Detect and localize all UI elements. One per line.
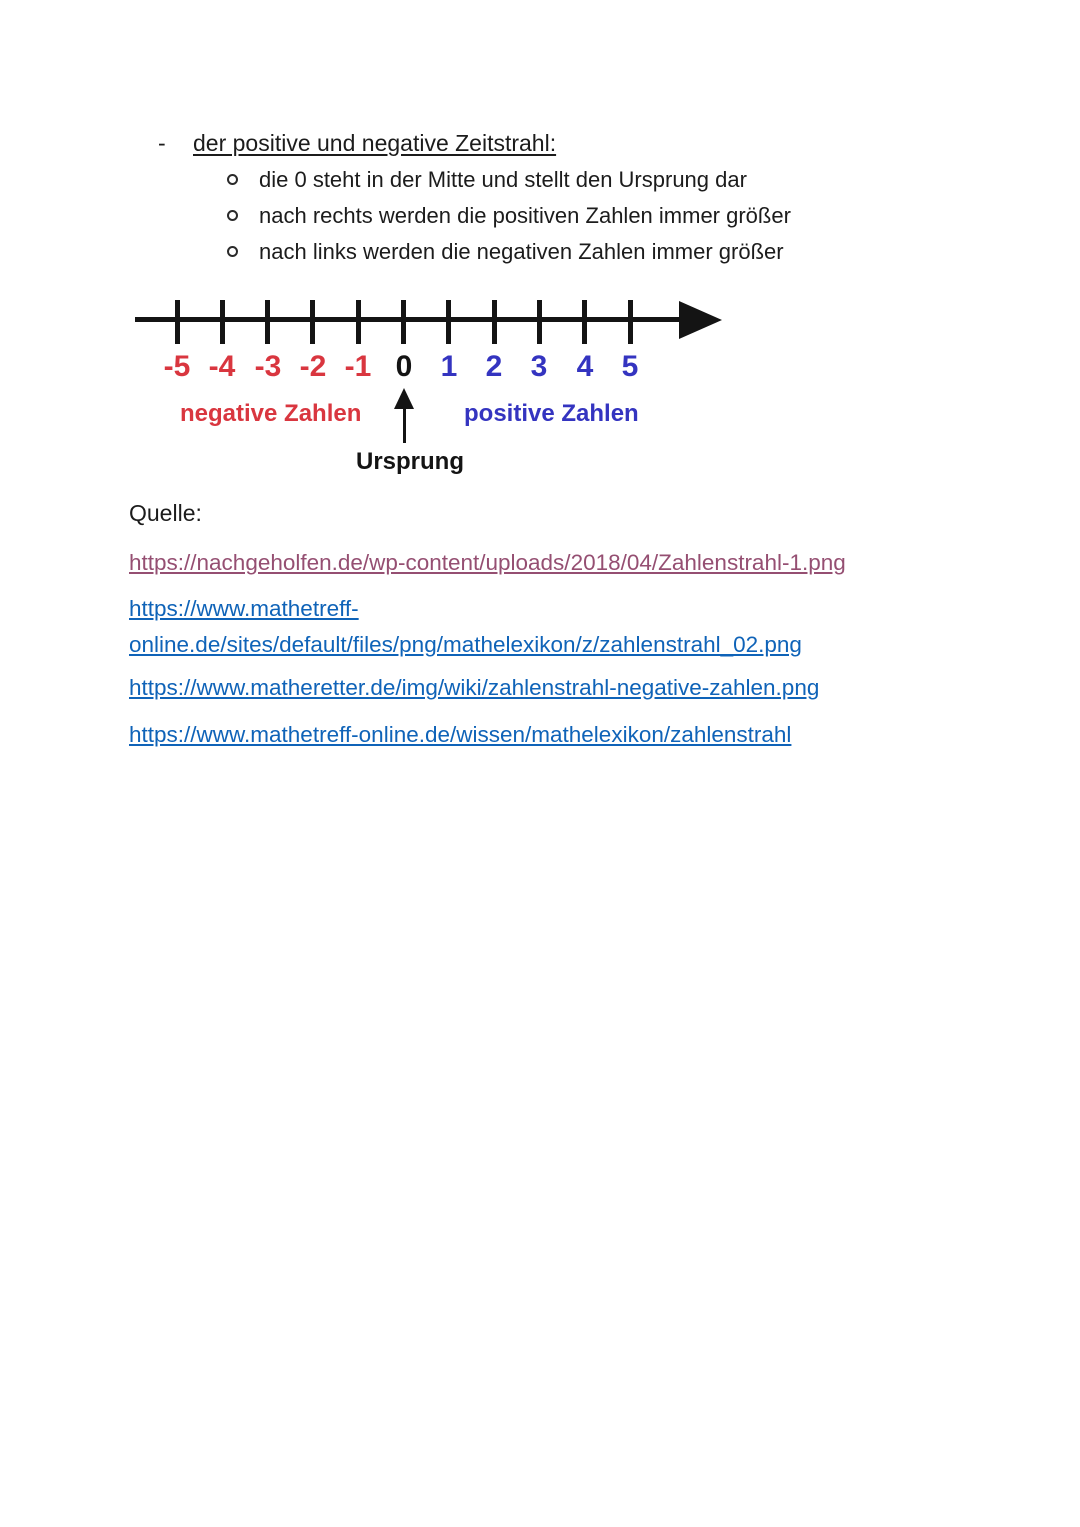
origin-arrow: [403, 406, 406, 443]
tick-mark: [582, 300, 587, 344]
tick-mark: [492, 300, 497, 344]
dash-bullet: -: [158, 130, 166, 156]
tick-label: 0: [395, 350, 413, 383]
tick-label: 3: [530, 350, 548, 383]
heading-text: der positive und negative Zeitstrahl:: [193, 130, 557, 156]
sources-heading: Quelle:: [129, 500, 202, 526]
tick-mark: [628, 300, 633, 344]
source-link-2-line-1: https://www.mathetreff-: [129, 596, 359, 621]
tick-mark: [537, 300, 542, 344]
source-link-4[interactable]: https://www.mathetreff-online.de/wissen/mathelexikon/zahlenstrahl: [129, 722, 792, 747]
source-link-1[interactable]: https://nachgeholfen.de/wp-content/uploads/2018/04/Zahlenstrahl-1.png: [129, 550, 846, 575]
tick-label: 4: [576, 350, 594, 383]
tick-mark: [356, 300, 361, 344]
source-link-2[interactable]: [129, 591, 802, 663]
bullet-text: nach links werden die negativen Zahlen immer größer: [259, 239, 784, 264]
tick-label: -1: [344, 350, 372, 383]
tick-mark: [401, 300, 406, 344]
tick-mark: [446, 300, 451, 344]
axis-arrowhead-icon: [679, 301, 722, 339]
list-item: [227, 238, 784, 265]
circle-bullet-icon: [227, 246, 238, 257]
tick-mark: [220, 300, 225, 344]
tick-label: -4: [208, 350, 236, 383]
list-item: [227, 202, 791, 229]
source-link-3[interactable]: https://www.matheretter.de/img/wiki/zahlenstrahl-negative-zahlen.png: [129, 675, 820, 700]
tick-mark: [175, 300, 180, 344]
negative-zahlen-label: negative Zahlen: [180, 400, 362, 427]
list-item: [227, 166, 747, 193]
tick-label: 2: [485, 350, 503, 383]
circle-bullet-icon: [227, 174, 238, 185]
positive-zahlen-label: positive Zahlen: [464, 400, 639, 427]
tick-label: 5: [621, 350, 639, 383]
tick-label: 1: [440, 350, 458, 383]
bullet-text: nach rechts werden die positiven Zahlen immer größer: [259, 203, 791, 228]
bullet-text: die 0 steht in der Mitte und stellt den Ursprung dar: [259, 167, 747, 192]
source-link-2-line-2: online.de/sites/default/files/png/mathelexikon/z/zahlenstrahl_02.png: [129, 632, 802, 657]
tick-label: -3: [254, 350, 282, 383]
circle-bullet-icon: [227, 210, 238, 221]
tick-label: -2: [299, 350, 327, 383]
tick-label: -5: [163, 350, 191, 383]
tick-mark: [265, 300, 270, 344]
ursprung-label: Ursprung: [356, 448, 464, 475]
tick-mark: [310, 300, 315, 344]
